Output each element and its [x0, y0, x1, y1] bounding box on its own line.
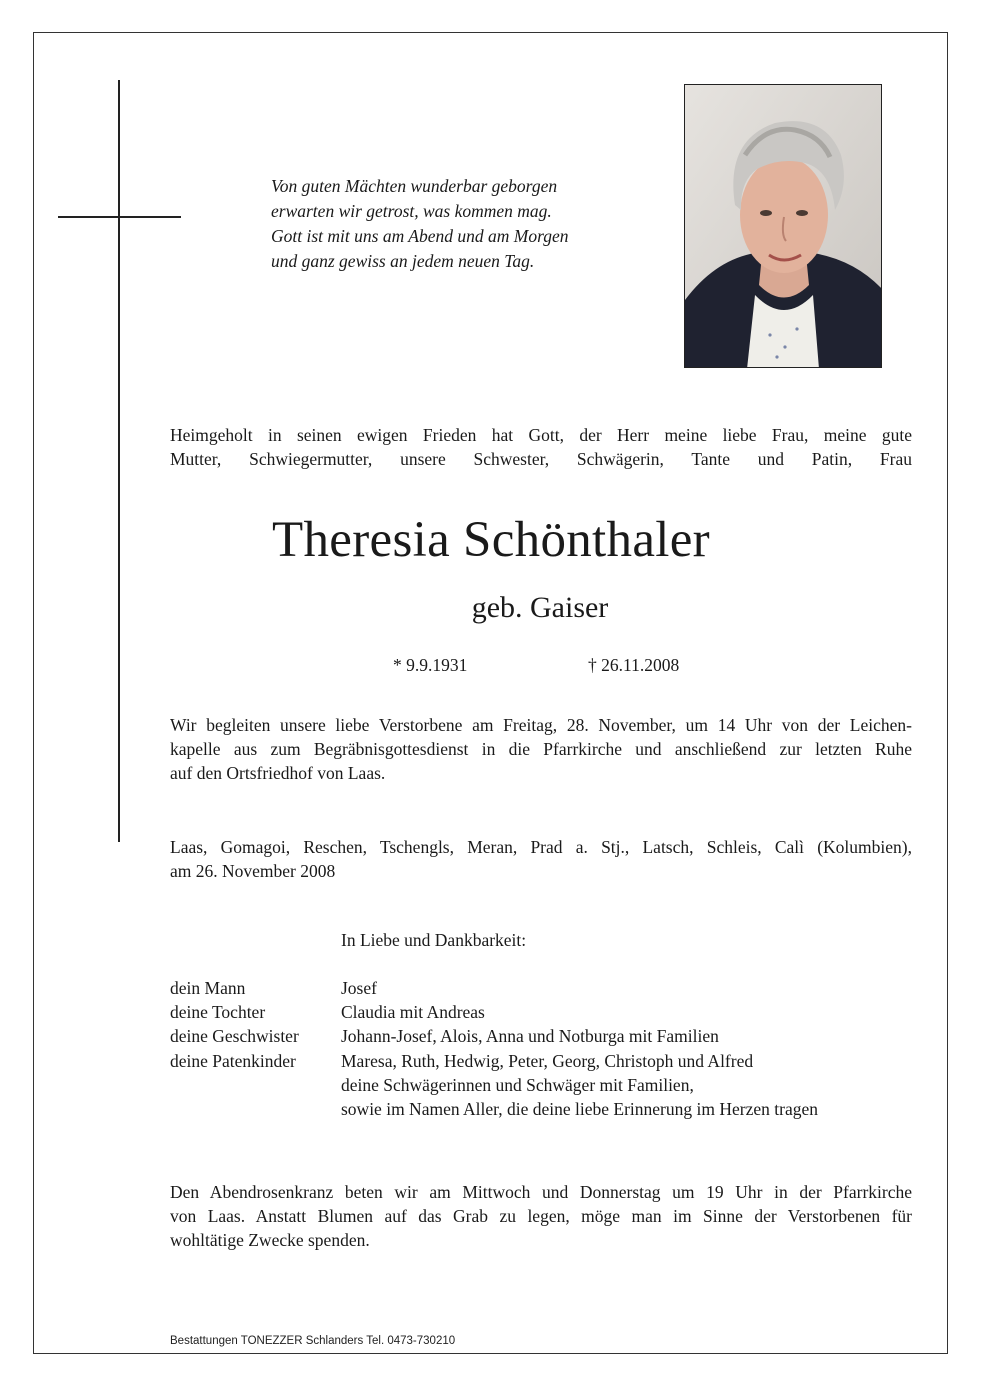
cross-horizontal-bar [58, 216, 181, 218]
rosary-line: von Laas. Anstatt Blumen auf das Grab zu legen, möge man im Sinne der Verstorbenen für [170, 1206, 912, 1226]
funeral-line: Wir begleiten unsere liebe Verstorbene am Freitag, 28. November, um 14 Uhr von der Leichen- [170, 715, 912, 735]
mourner-names-line: Maresa, Ruth, Hedwig, Peter, Georg, Christoph und Alfred [341, 1050, 754, 1071]
mourner-names-line: sowie im Namen Aller, die deine liebe Erinnerung im Herzen tragen [341, 1099, 818, 1120]
cross-vertical-bar [118, 80, 120, 842]
mourners-heading: In Liebe und Dankbarkeit: [341, 930, 527, 950]
funeral-home-footer [170, 1335, 455, 1347]
footer-suffix: Schlanders Tel. 0473-730210 [302, 1335, 456, 1347]
footer-company: TONEZZER [240, 1335, 303, 1347]
deceased-name: Theresia Schönthaler [272, 512, 710, 568]
relation-label: deine Tochter [170, 1002, 266, 1023]
funeral-line: auf den Ortsfriedhof von Laas. [170, 763, 386, 783]
portrait-illustration [685, 85, 882, 368]
mourner-relations [170, 976, 299, 1073]
relation-label: deine Geschwister [170, 1026, 299, 1047]
mourner-names-line: Claudia mit Andreas [341, 1002, 485, 1023]
mourner-names-line: deine Schwägerinnen und Schwäger mit Familien, [341, 1074, 694, 1095]
intro-paragraph [170, 423, 912, 471]
place-line: Laas, Gomagoi, Reschen, Tschengls, Meran, Prad a. Stj., Latsch, Schleis, Calì (Kolumbien), [170, 837, 912, 857]
rosary-paragraph [170, 1180, 912, 1252]
intro-line: Mutter, Schwiegermutter, unsere Schwester, Schwägerin, Tante und Patin, Frau [170, 449, 912, 469]
poem-line: erwarten wir getrost, was kommen mag. [271, 201, 552, 221]
intro-line: Heimgeholt in seinen ewigen Frieden hat Gott, der Herr meine liebe Frau, meine gute [170, 425, 912, 445]
birth-date: * 9.9.1931 [393, 655, 468, 675]
mourner-names-line: Josef [341, 978, 377, 998]
place-date-paragraph [170, 835, 912, 883]
funeral-line: kapelle aus zum Begräbnisgottesdienst in die Pfarrkirche und anschließend zur letzten Ruhe [170, 739, 912, 759]
maiden-name: geb. Gaiser [471, 591, 609, 624]
rosary-line: wohltätige Zwecke spenden. [170, 1230, 370, 1250]
portrait-photo [684, 84, 882, 368]
funeral-paragraph [170, 713, 912, 785]
footer-prefix: Bestattungen [170, 1335, 241, 1347]
relation-label: dein Mann [170, 978, 246, 998]
poem-line: Von guten Mächten wunderbar geborgen [271, 176, 558, 196]
mourner-names [341, 976, 818, 1121]
place-line: am 26. November 2008 [170, 861, 336, 881]
poem-line: und ganz gewiss an jedem neuen Tag. [271, 251, 535, 271]
mourner-names-line: Johann-Josef, Alois, Anna und Notburga mit Familien [341, 1026, 719, 1047]
poem [271, 174, 569, 274]
relation-label: deine Patenkinder [170, 1050, 296, 1071]
poem-line: Gott ist mit uns am Abend und am Morgen [271, 226, 569, 246]
rosary-line: Den Abendrosenkranz beten wir am Mittwoch und Donnerstag um 19 Uhr in der Pfarrkirche [170, 1182, 912, 1202]
death-date: † 26.11.2008 [588, 655, 680, 675]
